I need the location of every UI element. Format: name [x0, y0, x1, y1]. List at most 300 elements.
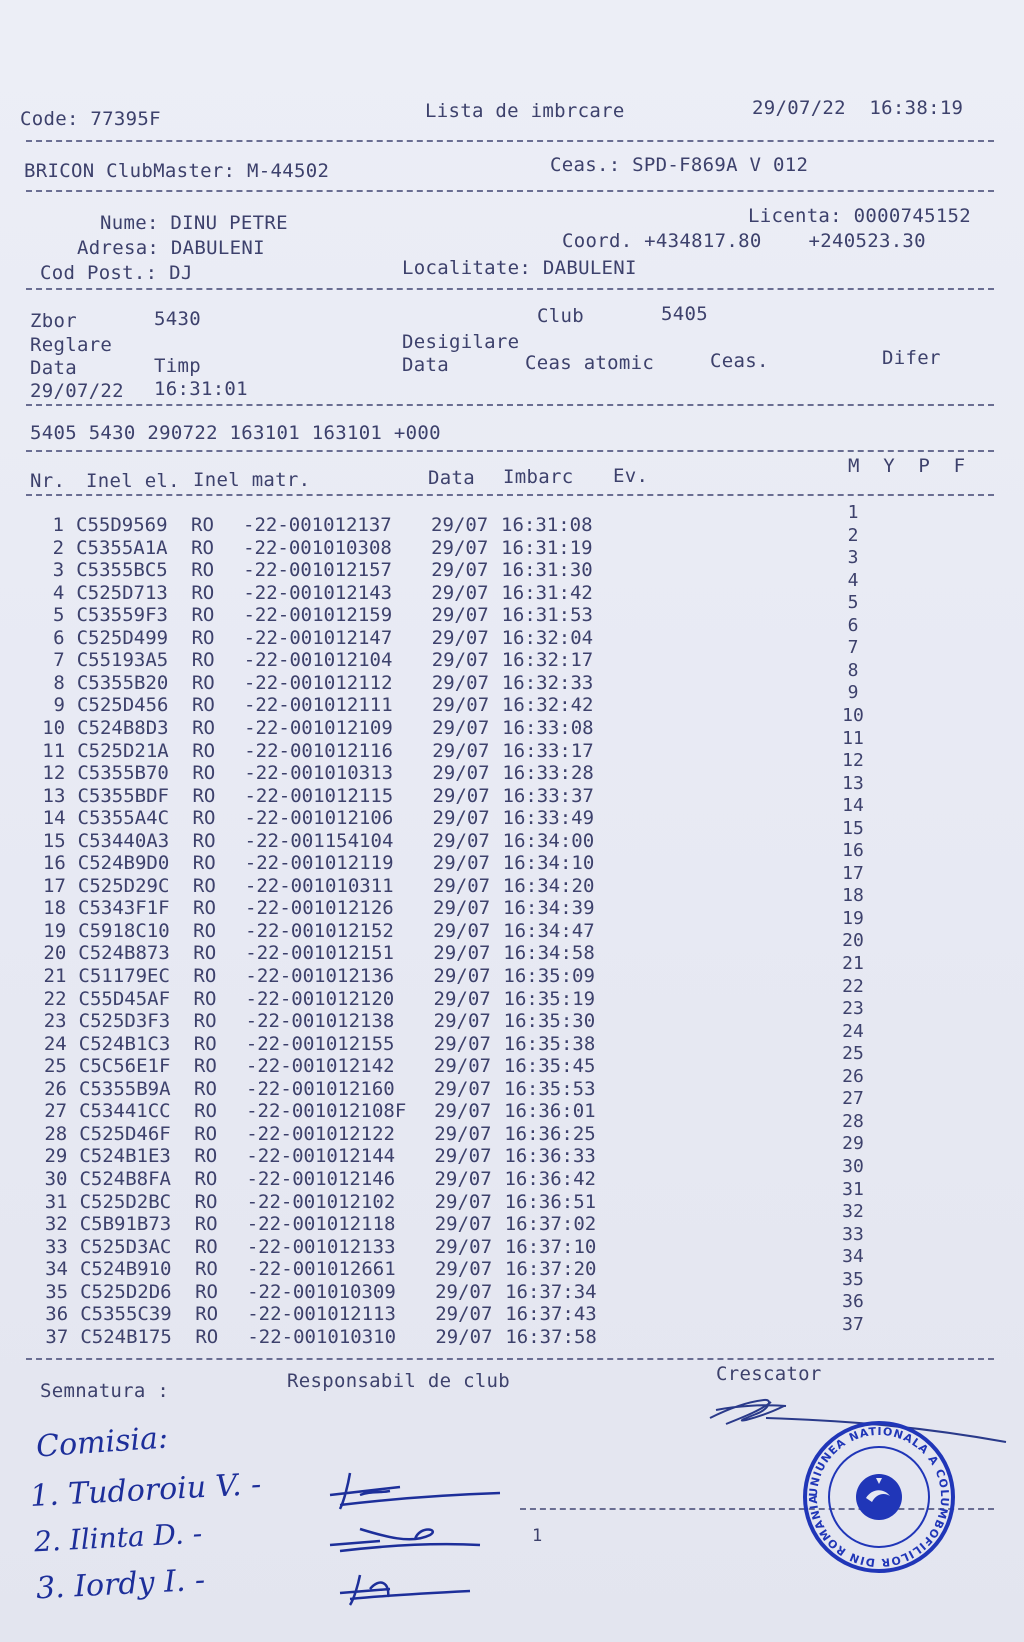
basketing-time: 16:32:33 [501, 671, 594, 694]
ring-number: -22-001012109 [244, 716, 393, 739]
row-number: 22 [43, 987, 67, 1010]
reglare-time: 16:31:01 [154, 378, 248, 400]
country-code: RO [191, 694, 215, 717]
basketing-date: 29/07 [431, 626, 489, 649]
club-number: 5405 [661, 303, 708, 325]
electronic-ring: C525D499 [76, 626, 169, 649]
position-number: 28 [842, 1110, 864, 1132]
basketing-date: 29/07 [433, 987, 491, 1010]
electronic-ring: C524B1E3 [79, 1145, 171, 1168]
basketing-time: 16:36:01 [504, 1100, 596, 1123]
row-number: 15 [42, 829, 66, 852]
clock-id: Ceas.: SPD-F869A V 012 [550, 154, 809, 176]
ring-number: -22-001010309 [247, 1280, 396, 1303]
basketing-time: 16:33:37 [502, 784, 594, 807]
country-code: RO [192, 852, 216, 875]
electronic-ring: C524B9D0 [77, 852, 170, 875]
basketing-date: 29/07 [433, 919, 491, 942]
electronic-ring: C5C56E1F [78, 1055, 171, 1078]
row-number: 4 [52, 581, 65, 604]
country-code: RO [194, 1213, 218, 1236]
electronic-ring: C5355B20 [76, 671, 169, 694]
basketing-date: 29/07 [431, 649, 489, 672]
electronic-ring: C5355A1A [76, 536, 168, 559]
position-number: 20 [842, 930, 864, 952]
row-number: 31 [44, 1190, 68, 1213]
owner-name: Nume: DINU PETRE [100, 212, 288, 234]
country-code: RO [194, 1190, 218, 1213]
position-number: 17 [842, 862, 864, 884]
col-header-inel-matr: Inel matr. [193, 469, 311, 491]
ring-number: -22-001012147 [243, 626, 393, 649]
electronic-ring: C5355B70 [77, 762, 169, 785]
basketing-time: 16:32:17 [501, 649, 594, 672]
ring-number: -22-001012113 [247, 1303, 396, 1326]
basketing-date: 29/07 [434, 1145, 492, 1168]
basketing-time: 16:36:25 [504, 1122, 596, 1145]
row-number: 34 [45, 1258, 68, 1281]
country-code: RO [193, 987, 217, 1010]
position-number: 27 [842, 1088, 864, 1110]
electronic-ring: C5355C39 [80, 1303, 172, 1326]
ring-number: -22-001012120 [245, 987, 395, 1010]
seal-stamp-icon [800, 1418, 958, 1576]
basketing-time: 16:35:30 [503, 1010, 596, 1033]
country-code: RO [193, 965, 217, 987]
ring-number: -22-001012137 [243, 514, 392, 536]
reglare-label: Reglare [30, 334, 113, 356]
breeder-label: Crescator [716, 1363, 822, 1385]
row-number: 29 [44, 1145, 68, 1168]
basketing-time: 16:37:43 [505, 1303, 597, 1326]
basketing-time: 16:34:58 [503, 942, 595, 965]
position-number: 10 [842, 704, 864, 726]
basketing-date: 29/07 [435, 1303, 493, 1326]
row-number: 8 [53, 671, 65, 694]
row-number: 11 [42, 739, 66, 762]
desigilare-date-label: Data [402, 354, 449, 376]
electronic-ring: C524B8FA [79, 1167, 171, 1190]
country-code: RO [193, 1055, 217, 1078]
basketing-time: 16:31:19 [501, 536, 593, 559]
col-header-imbarc: Imbarc [503, 466, 574, 488]
commission-member-1: 1. Tudoroiu V. - [29, 1466, 263, 1515]
country-code: RO [193, 919, 217, 942]
document-datetime: 29/07/22 16:38:19 [752, 97, 964, 119]
locality: Localitate: DABULENI [402, 257, 637, 279]
ring-number: -22-001012146 [246, 1167, 396, 1190]
electronic-ring: C524B910 [79, 1258, 172, 1281]
electronic-ring: C524B175 [80, 1325, 172, 1348]
row-number: 3 [52, 559, 65, 582]
row-number: 18 [43, 897, 67, 920]
position-number: 9 [847, 682, 859, 704]
basketing-time: 16:31:30 [501, 559, 593, 582]
basketing-time: 16:37:10 [504, 1235, 597, 1258]
country-code: RO [192, 829, 216, 852]
basketing-time: 16:36:42 [504, 1167, 596, 1190]
ring-number: -22-001012116 [244, 739, 393, 762]
row-number: 28 [44, 1122, 68, 1145]
basketing-date: 29/07 [434, 1100, 492, 1123]
row-number: 36 [45, 1303, 69, 1326]
basketing-date: 29/07 [434, 1077, 492, 1100]
position-number: 14 [842, 795, 864, 817]
document-title: Lista de imbrcare [425, 100, 625, 122]
country-code: RO [192, 716, 215, 739]
position-number: 5 [847, 592, 859, 614]
ring-number: -22-001012144 [246, 1145, 396, 1168]
ring-number: -22-001012151 [245, 942, 394, 965]
electronic-ring: C55D45AF [78, 987, 171, 1010]
basketing-time: 16:35:38 [503, 1032, 596, 1055]
basketing-time: 16:32:42 [501, 694, 594, 717]
basketing-time: 16:37:02 [504, 1213, 597, 1236]
basketing-time: 16:34:47 [503, 919, 595, 942]
basketing-time: 16:31:42 [501, 581, 593, 604]
basketing-time: 16:35:45 [503, 1055, 596, 1078]
row-number: 16 [42, 852, 66, 875]
ring-number: -22-001012661 [246, 1258, 396, 1281]
basketing-date: 29/07 [432, 829, 490, 852]
basketing-date: 29/07 [431, 536, 489, 559]
country-code: RO [191, 581, 215, 604]
stamp-text: UNIUNEA NATIONALA A COLUMBOFILILOR DIN ROMANIA [806, 1424, 952, 1570]
desigilare-label: Desigilare [402, 331, 520, 353]
basketing-time: 16:37:34 [505, 1280, 597, 1303]
basketing-date: 29/07 [431, 671, 490, 694]
position-number: 3 [847, 547, 859, 569]
electronic-ring: C525D456 [76, 694, 169, 717]
position-number: 16 [842, 840, 864, 862]
position-number: 29 [842, 1133, 864, 1155]
atomic-clock-label: Ceas atomic [525, 352, 655, 374]
row-number: 23 [43, 1010, 67, 1033]
commission-member-3: 3. Iordy I. - [35, 1562, 206, 1607]
basketing-date: 29/07 [432, 716, 490, 739]
electronic-ring: C525D46F [79, 1122, 171, 1145]
basketing-date: 29/07 [435, 1280, 493, 1303]
basketing-time: 16:36:33 [504, 1145, 596, 1168]
divider [26, 288, 994, 290]
ring-number: -22-001010310 [247, 1325, 397, 1348]
basketing-date: 29/07 [433, 965, 491, 987]
row-number: 21 [43, 965, 67, 987]
row-number: 14 [42, 807, 66, 830]
basketing-date: 29/07 [432, 807, 490, 830]
row-number: 27 [44, 1100, 68, 1123]
basketing-date: 29/07 [434, 1167, 492, 1190]
ring-number: -22-001012119 [244, 852, 394, 875]
ring-number: -22-001012122 [246, 1122, 395, 1145]
row-number: 17 [43, 874, 66, 897]
ring-number: -22-001012138 [245, 1010, 395, 1033]
country-code: RO [192, 739, 216, 762]
ring-number: -22-001012104 [243, 649, 393, 672]
basketing-date: 29/07 [434, 1213, 492, 1236]
electronic-ring: C55193A5 [76, 649, 169, 672]
ring-number: -22-001012152 [245, 919, 394, 942]
basketing-date: 29/07 [431, 604, 489, 627]
position-number: 30 [842, 1155, 864, 1177]
position-number: 34 [842, 1246, 864, 1268]
basketing-date: 29/07 [433, 897, 491, 920]
basketing-date: 29/07 [432, 874, 491, 897]
row-number: 30 [44, 1167, 68, 1190]
ring-number: -22-001012143 [243, 581, 393, 604]
row-number: 25 [43, 1055, 67, 1078]
basketing-time: 16:35:53 [504, 1077, 596, 1100]
basketing-date: 29/07 [433, 1032, 491, 1055]
ring-number: -22-001012136 [245, 965, 395, 987]
row-number: 1 [52, 514, 64, 536]
country-code: RO [193, 1010, 217, 1033]
ring-number: -22-001012159 [243, 604, 393, 627]
country-code: RO [191, 514, 214, 536]
ring-number: -22-001012160 [246, 1077, 395, 1100]
electronic-ring: C5343F1F [78, 897, 170, 920]
position-number: 33 [842, 1223, 864, 1245]
electronic-ring: C525D21A [77, 739, 169, 762]
row-number: 5 [53, 604, 65, 627]
country-code: RO [194, 1258, 218, 1281]
country-code: RO [191, 604, 215, 627]
electronic-ring: C55D9569 [76, 514, 168, 536]
difference-label: Difer [882, 347, 941, 369]
country-code: RO [193, 942, 217, 965]
position-number: 15 [842, 817, 864, 839]
col-header-ev: Ev. [613, 465, 649, 487]
basketing-time: 16:34:10 [502, 852, 595, 875]
country-code: RO [194, 1077, 217, 1100]
electronic-ring: C53440A3 [77, 829, 170, 852]
country-code: RO [191, 626, 215, 649]
basketing-date: 29/07 [434, 1122, 492, 1145]
country-code: RO [193, 1032, 217, 1055]
position-number: 25 [842, 1043, 864, 1065]
country-code: RO [191, 671, 215, 694]
country-code: RO [192, 784, 216, 807]
position-number: 11 [842, 727, 864, 749]
country-code: RO [195, 1280, 218, 1303]
row-number: 37 [45, 1325, 69, 1348]
basketing-time: 16:34:39 [503, 897, 595, 920]
country-code: RO [192, 762, 216, 785]
ring-number: -22-001012112 [243, 671, 393, 694]
summary-line: 5405 5430 290722 163101 163101 +000 [30, 422, 441, 444]
page-number: 1 [532, 1526, 543, 1546]
basketing-date: 29/07 [432, 762, 490, 785]
country-code: RO [195, 1303, 219, 1326]
commission-title: Comisia: [34, 1420, 170, 1465]
basketing-time: 16:35:09 [503, 965, 595, 987]
basketing-time: 16:33:08 [502, 716, 594, 739]
basketing-time: 16:33:17 [502, 739, 594, 762]
basketing-time: 16:32:04 [501, 626, 594, 649]
basketing-date: 29/07 [431, 514, 489, 536]
position-number: 31 [842, 1178, 864, 1200]
flight-label: Zbor [30, 310, 77, 332]
basketing-time: 16:33:28 [502, 762, 594, 785]
flight-number: 5430 [154, 308, 201, 330]
row-number: 12 [42, 762, 66, 785]
electronic-ring: C524B8D3 [77, 716, 169, 739]
position-number: 32 [842, 1201, 864, 1223]
electronic-ring: C5918C10 [78, 919, 170, 942]
handwritten-commission [29, 1420, 510, 1625]
ring-number: -22-001012106 [244, 807, 394, 830]
electronic-ring: C5355BDF [77, 784, 169, 807]
country-code: RO [191, 649, 215, 672]
ring-number: -22-001012118 [246, 1213, 396, 1236]
col-header-inel-el: Inel el. [86, 470, 180, 492]
basketing-date: 29/07 [432, 739, 490, 762]
reglare-date: 29/07/22 [30, 380, 124, 402]
electronic-ring: C524B1C3 [78, 1032, 171, 1055]
divider [26, 494, 994, 496]
basketing-time: 16:36:51 [504, 1190, 597, 1213]
reglare-date-label: Data [30, 357, 77, 379]
ring-number: -22-001154104 [244, 829, 394, 852]
owner-postcode: Cod Post.: DJ [40, 262, 193, 284]
club-label: Club [537, 305, 584, 327]
divider [26, 450, 994, 452]
basketing-time: 16:37:58 [505, 1325, 597, 1348]
country-code: RO [192, 874, 216, 897]
position-number: 24 [842, 1020, 864, 1042]
ring-number: -22-001010311 [244, 874, 394, 897]
ring-number: -22-001012157 [243, 559, 392, 582]
row-number: 6 [53, 626, 65, 649]
club-responsible-label: Responsabil de club [287, 1370, 511, 1392]
document-code: Code: 77395F [20, 108, 161, 130]
position-number: 7 [847, 637, 859, 659]
row-number: 26 [44, 1077, 67, 1100]
coordinates: Coord. +434817.80 +240523.30 [562, 230, 926, 252]
license-number: Licenta: 0000745152 [748, 205, 972, 227]
basketing-date: 29/07 [433, 1055, 492, 1078]
signature-label: Semnatura : [40, 1380, 170, 1402]
position-number: 4 [847, 569, 859, 591]
clubmaster-id: BRICON ClubMaster: M-44502 [24, 160, 330, 182]
row-number: 19 [43, 919, 67, 942]
row-number: 10 [42, 716, 66, 739]
electronic-ring: C5355BC5 [76, 559, 168, 582]
country-code: RO [193, 897, 216, 920]
ring-number: -22-001012142 [245, 1055, 395, 1078]
basketing-date: 29/07 [433, 942, 491, 965]
basketing-time: 16:34:20 [502, 874, 595, 897]
row-number: 9 [53, 694, 65, 717]
row-number: 35 [45, 1280, 69, 1303]
divider [26, 404, 994, 406]
basketing-date: 29/07 [434, 1258, 493, 1281]
country-code: RO [194, 1122, 218, 1145]
electronic-ring: C53441CC [79, 1100, 171, 1123]
basketing-time: 16:33:49 [502, 807, 595, 830]
position-number: 19 [842, 907, 864, 929]
position-number: 18 [842, 885, 864, 907]
commission-member-2: 2. Ilinta D. - [33, 1516, 203, 1559]
basketing-time: 16:31:53 [501, 604, 593, 627]
position-number: 22 [842, 975, 864, 997]
country-code: RO [194, 1145, 218, 1168]
row-number: 2 [52, 536, 65, 559]
ring-number: -22-001012115 [244, 784, 394, 807]
basketing-date: 29/07 [434, 1235, 493, 1258]
basketing-time: 16:34:00 [502, 829, 595, 852]
position-number: 36 [842, 1291, 864, 1313]
row-number: 33 [44, 1235, 68, 1258]
electronic-ring: C51179EC [78, 965, 170, 987]
country-code: RO [191, 559, 215, 582]
country-code: RO [194, 1167, 218, 1190]
electronic-ring: C525D2BC [79, 1190, 172, 1213]
electronic-ring: C525D2D6 [80, 1280, 172, 1303]
ring-number: -22-001012155 [245, 1032, 395, 1055]
electronic-ring: C525D29C [77, 874, 170, 897]
position-number: 23 [842, 998, 864, 1020]
country-code: RO [192, 807, 216, 830]
electronic-ring: C5B91B73 [79, 1213, 172, 1236]
basketing-date: 29/07 [433, 1010, 491, 1033]
col-header-nr: Nr. [30, 470, 66, 492]
ring-number: -22-001012111 [243, 694, 393, 717]
position-number: 2 [847, 524, 859, 546]
ring-number: -22-001012126 [245, 897, 394, 920]
ring-number: -22-001010313 [244, 762, 394, 785]
ring-number: -22-001012102 [246, 1190, 396, 1213]
row-number: 13 [42, 784, 66, 807]
basketing-time: 16:37:20 [504, 1258, 597, 1281]
position-number: 1 [847, 502, 859, 523]
position-number: 6 [847, 614, 859, 636]
divider [26, 190, 994, 192]
divider [26, 140, 994, 142]
commission-signatures [320, 1465, 510, 1615]
ring-number: -22-001010308 [243, 536, 392, 559]
position-number: 21 [842, 953, 864, 974]
electronic-ring: C53559F3 [76, 604, 168, 627]
basketing-time: 16:31:08 [501, 514, 593, 536]
country-code: RO [195, 1325, 219, 1348]
basketing-date: 29/07 [431, 694, 490, 717]
basketing-date: 29/07 [432, 852, 490, 875]
electronic-ring: C5355A4C [77, 807, 170, 830]
divider [26, 1358, 994, 1360]
basketing-time: 16:35:19 [503, 987, 596, 1010]
basketing-date: 29/07 [431, 559, 489, 582]
col-header-mypf: M Y P F [848, 455, 966, 477]
ring-number: -22-001012108F [246, 1100, 407, 1123]
basketing-date: 29/07 [431, 581, 489, 604]
ring-number: -22-001012133 [246, 1235, 396, 1258]
position-number: 26 [842, 1065, 864, 1087]
country-code: RO [191, 536, 214, 559]
electronic-ring: C525D3F3 [78, 1010, 171, 1033]
row-number: 32 [44, 1213, 68, 1236]
electronic-ring: C525D3AC [79, 1235, 172, 1258]
col-header-data: Data [428, 467, 475, 489]
reglare-time-label: Timp [154, 355, 201, 377]
position-number: 35 [842, 1268, 864, 1290]
country-code: RO [194, 1235, 218, 1258]
row-number: 7 [53, 649, 65, 672]
position-number: 13 [842, 772, 864, 794]
basketing-date: 29/07 [432, 784, 490, 807]
basketing-date: 29/07 [435, 1325, 493, 1348]
owner-address: Adresa: DABULENI [77, 237, 265, 259]
